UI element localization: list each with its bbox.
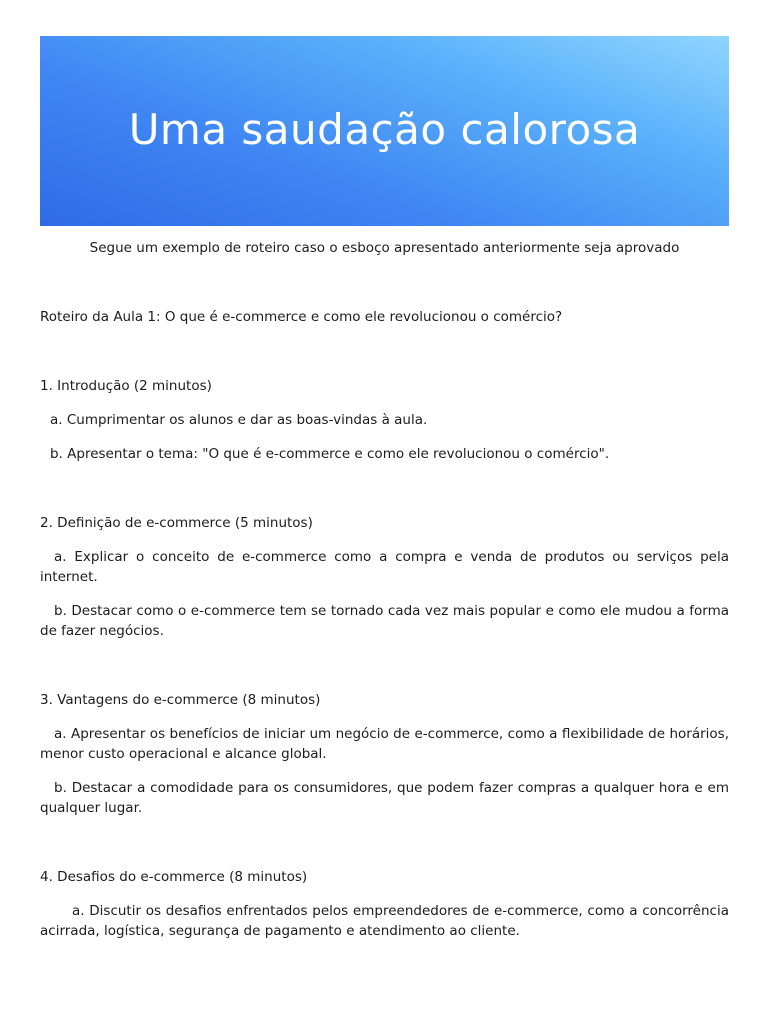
section-heading: 4. Desafios do e-commerce (8 minutos) bbox=[40, 869, 308, 885]
section-advantages bbox=[40, 690, 729, 818]
section-item: a. Explicar o conceito de e-commerce como a compra e venda de produtos ou serviços pela internet. bbox=[40, 549, 729, 585]
section-heading: 1. Introdução (2 minutos) bbox=[40, 378, 212, 394]
section-item: b. Destacar a comodidade para os consumidores, que podem fazer compras a qualquer hora e em qualquer lugar. bbox=[40, 780, 729, 816]
section-challenges bbox=[40, 867, 729, 941]
intro-text: Segue um exemplo de roteiro caso o esboço apresentado anteriormente seja aprovado bbox=[89, 240, 680, 256]
section-heading: 3. Vantagens do e-commerce (8 minutos) bbox=[40, 692, 321, 708]
section-introduction bbox=[40, 376, 729, 464]
section-item: b. Destacar como o e-commerce tem se tornado cada vez mais popular e como ele mudou a forma de fazer negócios. bbox=[40, 603, 729, 639]
header-banner bbox=[40, 36, 729, 226]
section-item: a. Apresentar os benefícios de iniciar um negócio de e-commerce, como a flexibilidade de horários, menor custo operacional e alcance global. bbox=[40, 726, 729, 762]
section-item: b. Apresentar o tema: "O que é e-commerce e como ele revolucionou o comércio". bbox=[50, 446, 610, 462]
section-item: a. Discutir os desafios enfrentados pelos empreendedores de e-commerce, como a concorrência acirrada, logística, segurança de pagamento e atendimento ao cliente. bbox=[40, 903, 729, 939]
page-title: Uma saudação calorosa bbox=[128, 104, 641, 154]
script-title: Roteiro da Aula 1: O que é e-commerce e como ele revolucionou o comércio? bbox=[40, 309, 563, 325]
section-definition bbox=[40, 513, 729, 641]
section-heading: 2. Definição de e-commerce (5 minutos) bbox=[40, 515, 313, 531]
section-item: a. Cumprimentar os alunos e dar as boas-vindas à aula. bbox=[50, 412, 428, 428]
document-body bbox=[40, 236, 729, 941]
